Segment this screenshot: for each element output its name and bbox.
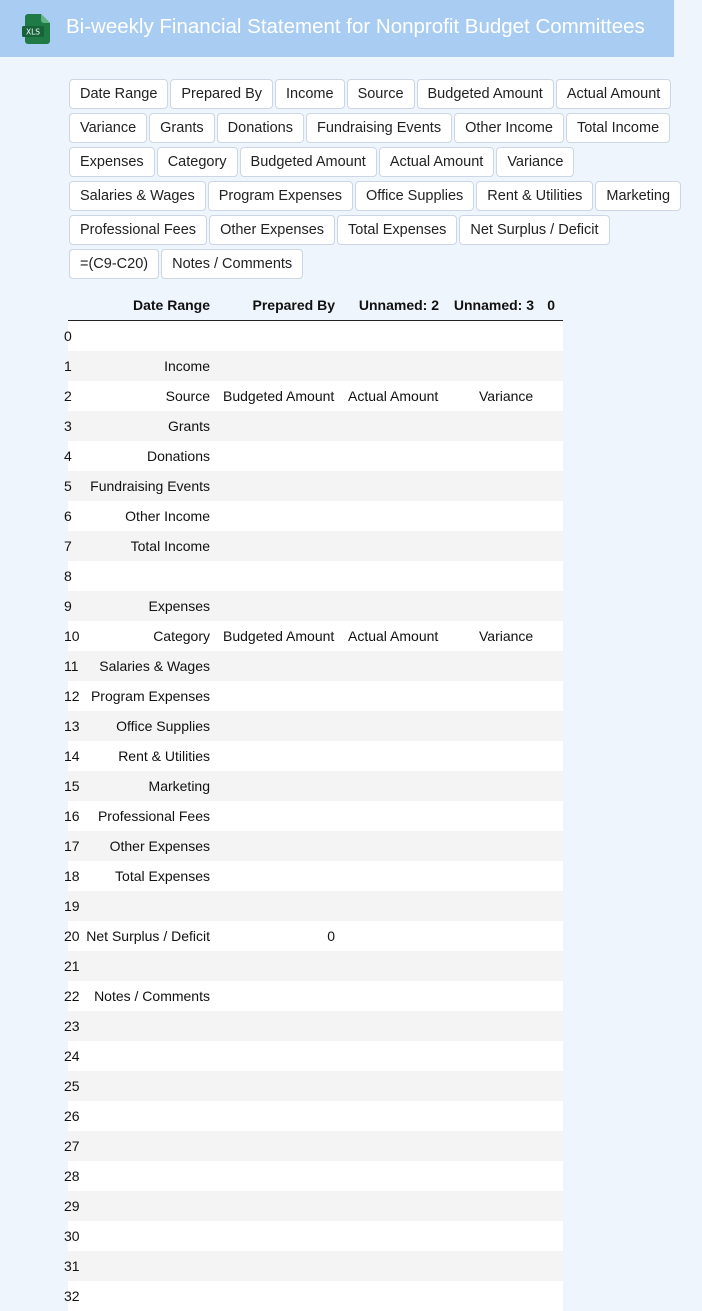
row-index: 22: [64, 988, 80, 1004]
column-tag[interactable]: Rent & Utilities: [476, 181, 593, 211]
label-cell: Total Income: [130, 538, 210, 554]
value-cell: 0: [327, 928, 335, 944]
value-cell: Actual Amount: [348, 628, 439, 644]
header-cell: Prepared By: [252, 297, 335, 313]
row-index: 10: [64, 628, 80, 644]
label-cell: Income: [164, 358, 210, 374]
header-cell: 0: [547, 297, 555, 313]
table-row: [64, 471, 563, 501]
row-index: 26: [64, 1108, 80, 1124]
column-tag[interactable]: Source: [347, 79, 415, 109]
spreadsheet-table: [64, 290, 563, 1311]
column-tag[interactable]: Salaries & Wages: [69, 181, 206, 211]
table-row: [64, 1101, 563, 1131]
table-row: [64, 651, 563, 681]
label-cell: Marketing: [148, 778, 210, 794]
table-row: [64, 441, 563, 471]
row-index: 19: [64, 898, 80, 914]
row-index: 9: [64, 598, 72, 614]
label-cell: Donations: [146, 448, 210, 464]
table-row: [64, 741, 563, 771]
row-index: 0: [64, 328, 72, 344]
row-index: 27: [64, 1138, 80, 1154]
column-tag[interactable]: Program Expenses: [208, 181, 353, 211]
label-cell: Program Expenses: [90, 688, 210, 704]
label-cell: Grants: [167, 418, 210, 434]
label-cell: Other Expenses: [109, 838, 210, 854]
file-badge: XLS: [25, 27, 41, 37]
title-bar: [0, 0, 674, 57]
column-tag[interactable]: Category: [157, 147, 238, 177]
row-index: 2: [64, 388, 72, 404]
row-index: 8: [64, 568, 72, 584]
label-cell: Net Surplus / Deficit: [86, 928, 210, 944]
table-row: [64, 1161, 563, 1191]
column-tag[interactable]: Office Supplies: [355, 181, 474, 211]
row-index: 31: [64, 1258, 80, 1274]
row-index: 6: [64, 508, 72, 524]
column-tag[interactable]: Other Income: [454, 113, 564, 143]
row-index: 13: [64, 718, 80, 734]
table-row: [64, 681, 563, 711]
row-index: 11: [64, 658, 79, 674]
column-tag[interactable]: Budgeted Amount: [240, 147, 377, 177]
table-row: [64, 561, 563, 591]
value-cell: Actual Amount: [348, 388, 439, 404]
value-cell: Budgeted Amount: [223, 628, 335, 644]
table-row: [64, 1071, 563, 1101]
label-cell: Professional Fees: [97, 808, 210, 824]
column-tag[interactable]: Professional Fees: [69, 215, 207, 245]
row-index: 32: [64, 1288, 80, 1304]
row-index: 3: [64, 418, 72, 434]
row-index: 7: [64, 538, 72, 554]
table-body: [64, 321, 563, 1311]
table-row: [64, 1011, 563, 1041]
table-row: [64, 1041, 563, 1071]
column-tag[interactable]: Total Income: [566, 113, 670, 143]
label-cell: Office Supplies: [116, 718, 210, 734]
table-row: [64, 501, 563, 531]
label-cell: Notes / Comments: [94, 988, 210, 1004]
table-row: [64, 1191, 563, 1221]
row-index: 23: [64, 1018, 80, 1034]
label-cell: Expenses: [148, 598, 210, 614]
label-cell: Salaries & Wages: [99, 658, 210, 674]
column-tag[interactable]: Variance: [69, 113, 147, 143]
xls-file-icon: [22, 14, 50, 44]
label-cell: Total Expenses: [115, 868, 210, 884]
table-row: [64, 801, 563, 831]
column-tag[interactable]: Actual Amount: [556, 79, 672, 109]
row-index: 15: [64, 778, 80, 794]
table-row: [64, 351, 563, 381]
row-index: 18: [64, 868, 80, 884]
row-index: 20: [64, 928, 80, 944]
column-tag[interactable]: Fundraising Events: [306, 113, 452, 143]
value-cell: Variance: [479, 628, 534, 644]
row-index: 14: [64, 748, 80, 764]
column-tag[interactable]: Actual Amount: [379, 147, 495, 177]
row-index: 4: [64, 448, 72, 464]
header-cell: Unnamed: 2: [358, 297, 439, 313]
table-row: [64, 1251, 563, 1281]
table-row: [64, 531, 563, 561]
column-tag[interactable]: Grants: [149, 113, 215, 143]
row-index: 24: [64, 1048, 80, 1064]
row-index: 25: [64, 1078, 80, 1094]
table-row: [64, 381, 563, 411]
column-tag[interactable]: Variance: [496, 147, 574, 177]
row-index: 12: [64, 688, 80, 704]
table-row: [64, 711, 563, 741]
column-tag[interactable]: Date Range: [69, 79, 168, 109]
table-row: [64, 1221, 563, 1251]
table-row: [64, 321, 563, 351]
row-index: 28: [64, 1168, 80, 1184]
row-index: 16: [64, 808, 80, 824]
table-row: [64, 891, 563, 921]
header-cell: Date Range: [132, 297, 210, 313]
column-tag[interactable]: Donations: [217, 113, 304, 143]
row-index: 5: [64, 478, 72, 494]
label-cell: Rent & Utilities: [118, 748, 210, 764]
column-tag[interactable]: Total Expenses: [337, 215, 457, 245]
table-row: [64, 591, 563, 621]
table-row: [64, 621, 563, 651]
row-index: 30: [64, 1228, 80, 1244]
column-tag[interactable]: =(C9-C20): [69, 249, 159, 279]
column-tag[interactable]: Notes / Comments: [161, 249, 303, 279]
column-tag-list: [69, 79, 699, 283]
column-tag[interactable]: Budgeted Amount: [417, 79, 554, 109]
label-cell: Source: [165, 388, 210, 404]
page-title: Bi-weekly Financial Statement for Nonprofit Budget Committees: [66, 15, 645, 38]
value-cell: Budgeted Amount: [223, 388, 335, 404]
row-index: 1: [64, 358, 72, 374]
table-row: [64, 861, 563, 891]
row-index: 21: [64, 958, 80, 974]
column-tag[interactable]: Prepared By: [170, 79, 273, 109]
column-tag[interactable]: Income: [275, 79, 345, 109]
label-cell: Fundraising Events: [90, 478, 210, 494]
table-row: [64, 831, 563, 861]
table-row: [64, 951, 563, 981]
label-cell: Other Income: [125, 508, 210, 524]
row-index: 17: [64, 838, 80, 854]
table-row: [64, 411, 563, 441]
table-row: [64, 981, 563, 1011]
table-row: [64, 1131, 563, 1161]
table-row: [64, 771, 563, 801]
row-index: 29: [64, 1198, 80, 1214]
column-tag[interactable]: Other Expenses: [209, 215, 335, 245]
table-row: [64, 921, 563, 951]
header-cell: Unnamed: 3: [453, 297, 534, 313]
column-tag[interactable]: Expenses: [69, 147, 155, 177]
value-cell: Variance: [479, 388, 534, 404]
label-cell: Category: [153, 628, 210, 644]
table-header: [68, 290, 563, 321]
column-tag[interactable]: Marketing: [595, 181, 681, 211]
column-tag[interactable]: Net Surplus / Deficit: [459, 215, 609, 245]
table-row: [64, 1281, 563, 1311]
